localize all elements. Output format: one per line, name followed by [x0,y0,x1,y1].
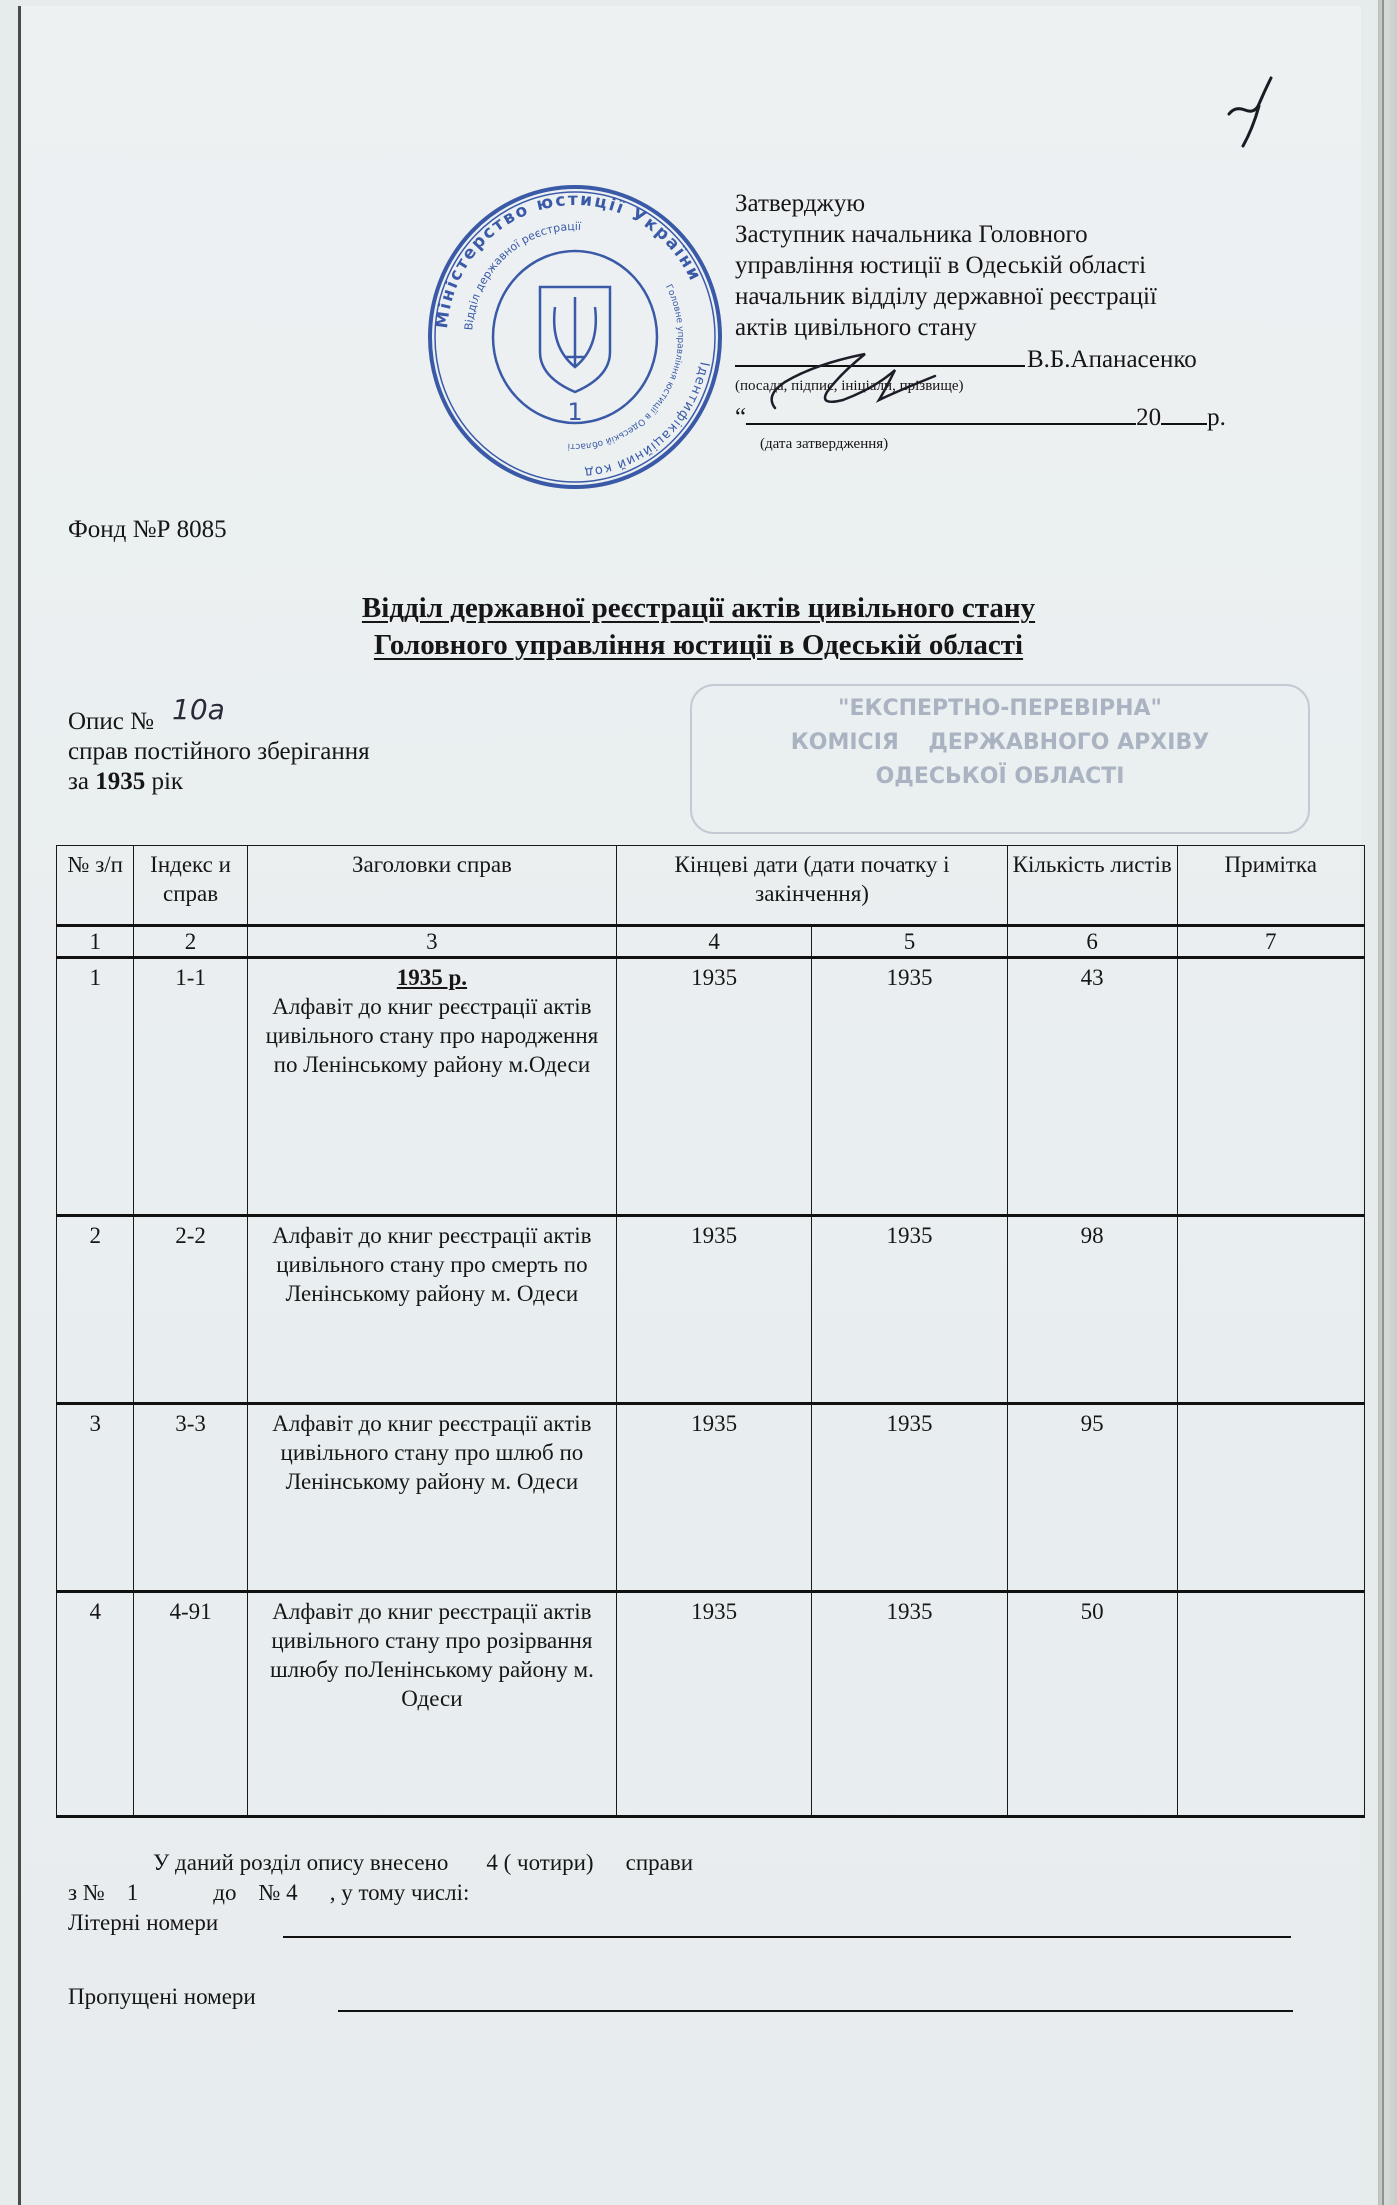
stamp-outer-text: Міністерство юстиції України [432,189,706,330]
table-header-row [57,846,1365,926]
cell-title: Алфавіт до книг реєстрації актів цивільного стану про розірвання шлюбу поЛенінському району м. Одеси [247,1592,617,1817]
summary-line1-end: справи [625,1850,694,1875]
cell-title-text: Алфавіт до книг реєстрації актів цивільного стану про народження по Ленінському району м.Одеси [265,994,599,1077]
cell-title: Алфавіт до книг реєстрації актів цивільного стану про шлюб по Ленінському району м. Одеси [247,1404,617,1592]
column-number: 2 [134,926,247,958]
ghost-stamp-line: "ЕКСПЕРТНО-ПЕРЕВІРНА" [837,696,1162,721]
skipped-numbers-blank-line [338,2010,1293,2012]
skipped-numbers-label: Пропущені номери [68,1984,256,2009]
approval-block [735,188,1226,453]
title-line-1: Відділ державної реєстрації актів цивільного стану [361,592,1036,624]
opis-year-line [68,767,370,797]
fond-number: Фонд №Р 8085 [68,516,227,543]
signature-caption: (посада, підпис, ініціали, прізвище) [735,378,964,394]
cell-start-date: 1935 [617,1592,812,1817]
cell-sheets: 50 [1007,1592,1177,1817]
cell-index: 4-91 [134,1592,247,1817]
approval-position-line: управління юстиції в Одеській області [735,252,1147,279]
cell-no: 2 [57,1216,134,1404]
cell-note [1177,1216,1365,1404]
handwritten-signature [745,350,975,412]
header-index: Індекс и справ [134,846,247,926]
column-number: 7 [1177,926,1365,958]
opis-year: 1935 [95,768,146,795]
cell-note [1177,1592,1365,1817]
summary-block [68,1848,693,2012]
letter-numbers-label: Літерні номери [68,1910,219,1935]
opis-label: Опис № [68,708,155,735]
column-number: 6 [1007,926,1177,958]
stamp-middle-text: Відділ державної реєстрації [462,219,582,331]
column-number-row [57,926,1365,958]
column-number: 5 [812,926,1008,958]
cell-sheets: 43 [1007,958,1177,1216]
summary-from-label: з № [68,1880,105,1905]
summary-to-label: до [213,1880,237,1905]
date-suffix: р. [1207,404,1226,431]
date-quote: “ [735,404,747,431]
summary-count: 4 ( чотири) [486,1850,594,1875]
document-title [0,590,1397,664]
column-number: 4 [617,926,812,958]
header-note: Примітка [1177,846,1365,926]
signatory-name: В.Б.Апанасенко [1027,346,1197,373]
date-caption: (дата затвердження) [760,436,889,452]
table-row [57,1592,1365,1817]
bleed-through-stamp [690,684,1310,834]
summary-from-number: 1 [126,1880,139,1905]
summary-line2-end: , у тому числі: [329,1880,470,1905]
ghost-stamp-line: КОМІСІЯ [790,730,899,755]
summary-line-1 [68,1848,693,1878]
cell-no: 4 [57,1592,134,1817]
approval-heading: Затверджую [735,190,865,217]
stamp-inner-text: Головне управління юстиції в Одеській області [567,283,686,452]
header-sheets: Кількість листів [1007,846,1177,926]
official-stamp [425,182,725,492]
handwritten-page-number [1225,70,1285,160]
cell-index: 2-2 [134,1216,247,1404]
cell-end-date: 1935 [812,1216,1008,1404]
header-dates: Кінцеві дати (дати початку і закінчення) [617,846,1008,926]
table-row [57,1404,1365,1592]
table-row [57,1216,1365,1404]
cell-start-date: 1935 [617,1404,812,1592]
ghost-stamp-line: ДЕРЖАВНОГО АРХІВУ [928,730,1210,755]
approval-position-line: актів цивільного стану [735,314,977,341]
letter-numbers-blank-line [283,1936,1291,1938]
binder-edge [1378,0,1397,2205]
cell-no: 1 [57,958,134,1216]
cell-sheets: 98 [1007,1216,1177,1404]
ghost-stamp-line: ОДЕСЬКОЇ ОБЛАСТІ [875,764,1125,789]
cell-index: 1-1 [134,958,247,1216]
header-titles: Заголовки справ [247,846,617,926]
summary-to-number: № 4 [258,1880,298,1905]
approval-position-line: начальник відділу державної реєстрації [735,283,1157,310]
date-century: 20 [1136,404,1162,431]
cell-no: 3 [57,1404,134,1592]
column-number: 3 [247,926,617,958]
stamp-bottom-text: Ідентифікаційний код [582,360,712,480]
opis-number-handwritten: 10а [172,693,225,726]
summary-line-2 [68,1878,693,1908]
binder-edge-line [1382,0,1384,2205]
summary-text: У даний розділ опису внесено [153,1850,449,1875]
cell-title [247,958,617,1216]
cell-note [1177,958,1365,1216]
inventory-info [68,693,370,797]
opis-year-prefix: за [68,768,89,795]
approval-position-line: Заступник начальника Головного [735,221,1088,248]
stamp-number: 1 [567,398,583,426]
table-row [57,958,1365,1216]
year-blank-line [1161,401,1207,425]
header-no: № з/п [57,846,134,926]
column-number: 1 [57,926,134,958]
cell-title: Алфавіт до книг реєстрації актів цивільного стану про смерть по Ленінському району м. Одеси [247,1216,617,1404]
opis-year-suffix: рік [151,768,184,795]
cell-note [1177,1404,1365,1592]
inventory-table [56,845,1365,1818]
cell-start-date: 1935 [617,958,812,1216]
cell-start-date: 1935 [617,1216,812,1404]
cell-end-date: 1935 [812,1404,1008,1592]
title-line-2: Головного управління юстиції в Одеській області [373,629,1024,661]
opis-storage-type: справ постійного зберігання [68,738,370,765]
cell-end-date: 1935 [812,958,1008,1216]
cell-index: 3-3 [134,1404,247,1592]
year-heading: 1935 р. [396,965,468,990]
cell-sheets: 95 [1007,1404,1177,1592]
cell-end-date: 1935 [812,1592,1008,1817]
